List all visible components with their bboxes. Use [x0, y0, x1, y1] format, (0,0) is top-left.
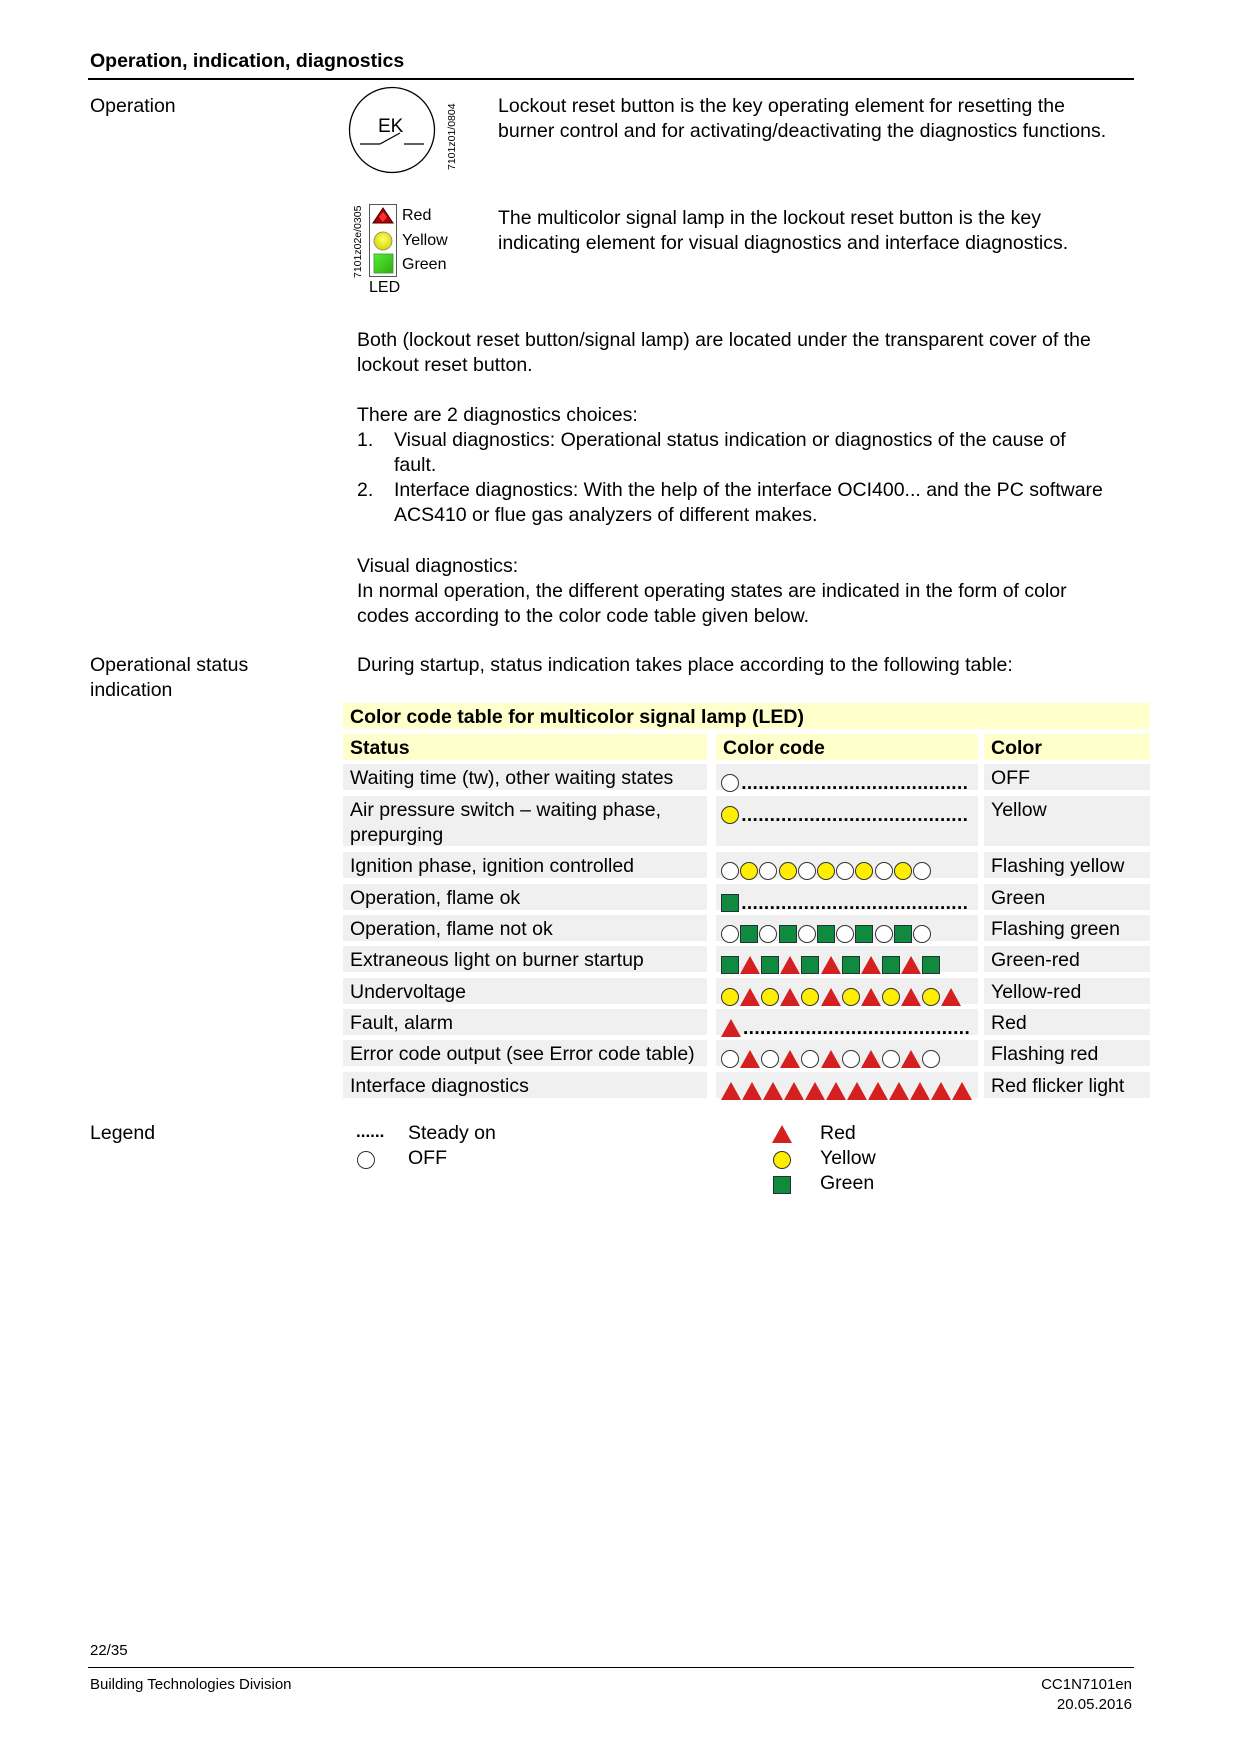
label-line: Operational status	[90, 654, 249, 676]
steady-dots: ........................................	[741, 773, 969, 794]
text-line: codes according to the color code table given below.	[357, 605, 810, 627]
list-intro: There are 2 diagnostics choices:	[357, 404, 638, 426]
green-square-icon	[721, 894, 739, 912]
color-code-cell	[716, 796, 978, 846]
off-circle-icon	[882, 1050, 900, 1068]
ek-label: EK	[378, 116, 404, 137]
color-code-cell	[716, 1040, 978, 1066]
off-circle-icon	[761, 1050, 779, 1068]
table-title: Color code table for multicolor signal lamp (LED)	[343, 703, 1150, 729]
green-square-icon	[801, 956, 819, 974]
red-triangle-icon	[861, 988, 881, 1006]
off-circle-icon	[721, 1050, 739, 1068]
header-rule	[88, 78, 1134, 80]
footer-rule	[88, 1667, 1134, 1668]
red-triangle-icon	[889, 1082, 909, 1100]
column-header-color: Color	[984, 734, 1150, 760]
red-triangle-icon	[910, 1082, 930, 1100]
status-text: Waiting time (tw), other waiting states	[350, 767, 674, 789]
off-circle-icon	[759, 925, 777, 943]
red-triangle-icon	[901, 1050, 921, 1068]
led-frame	[369, 204, 397, 277]
yellow-circle-icon	[922, 988, 940, 1006]
off-circle-icon	[842, 1050, 860, 1068]
color-cell: Green-red	[984, 946, 1150, 972]
color-code-cell	[716, 946, 978, 972]
off-circle-icon	[922, 1050, 940, 1068]
off-circle-icon	[798, 925, 816, 943]
green-square-icon	[855, 925, 873, 943]
color-cell: Flashing green	[984, 915, 1150, 941]
status-cell	[343, 1040, 707, 1066]
section-label-operation: Operation	[90, 95, 176, 117]
text-line: In normal operation, the different operating states are indicated in the form of color	[357, 580, 1067, 602]
legend-label: Green	[820, 1172, 875, 1194]
yellow-circle-icon	[740, 862, 758, 880]
color-code-sequence	[721, 948, 973, 974]
text-line: indicating element for visual diagnostics and interface diagnostics.	[498, 232, 1069, 254]
list-item	[357, 428, 1066, 478]
text-line: fault.	[394, 454, 437, 476]
yellow-circle-icon	[855, 862, 873, 880]
text-line: lockout reset button.	[357, 354, 533, 376]
off-circle-icon	[875, 862, 893, 880]
status-text: Operation, flame not ok	[350, 918, 553, 940]
red-triangle-icon	[821, 988, 841, 1006]
color-code-sequence	[721, 917, 973, 943]
led-label-red: Red	[402, 207, 432, 224]
status-text: Ignition phase, ignition controlled	[350, 855, 635, 877]
green-square-icon	[842, 956, 860, 974]
text-line: burner control and for activating/deactivating the diagnostics functions.	[498, 120, 1107, 142]
color-code-sequence	[721, 798, 973, 824]
color-code-sequence	[721, 1011, 973, 1037]
status-cell	[343, 764, 707, 790]
status-cell	[343, 915, 707, 941]
red-triangle-icon	[821, 1050, 841, 1068]
off-circle-icon	[721, 774, 739, 792]
red-triangle-icon	[861, 1050, 881, 1068]
color-cell: Yellow-red	[984, 978, 1150, 1004]
yellow-circle-icon	[842, 988, 860, 1006]
green-square-icon	[922, 956, 940, 974]
ek-button-figure	[348, 86, 436, 174]
color-cell: Red flicker light	[984, 1072, 1150, 1098]
text-line: Lockout reset button is the key operating element for resetting the	[498, 95, 1065, 117]
yellow-circle-icon	[721, 806, 739, 824]
yellow-circle-icon	[882, 988, 900, 1006]
color-code-cell	[716, 852, 978, 878]
footer-doc-id: CC1N7101en	[1041, 1676, 1132, 1693]
text-line: Visual diagnostics: Operational status indication or diagnostics of the cause of	[394, 429, 1066, 451]
paragraph-visual-diagnostics	[357, 554, 1067, 629]
color-code-cell	[716, 978, 978, 1004]
status-cell	[343, 978, 707, 1004]
led-label-green: Green	[402, 256, 447, 273]
led-lamps-icon	[370, 205, 396, 276]
color-cell: Flashing yellow	[984, 852, 1150, 878]
color-cell: Red	[984, 1009, 1150, 1035]
legend-label: Steady on	[408, 1122, 496, 1144]
green-square-icon	[779, 925, 797, 943]
text-line: Interface diagnostics: With the help of the interface OCI400... and the PC software	[394, 479, 1103, 501]
off-circle-icon	[836, 925, 854, 943]
paragraph-reset-button	[498, 94, 1106, 144]
figure-ref-led: 7101z02e/0305	[352, 205, 364, 278]
yellow-circle-icon	[779, 862, 797, 880]
red-triangle-icon	[780, 988, 800, 1006]
status-cell	[343, 884, 707, 910]
color-code-cell	[716, 915, 978, 941]
text-line: Visual diagnostics:	[357, 555, 519, 577]
red-triangle-icon	[847, 1082, 867, 1100]
off-circle-icon	[721, 925, 739, 943]
color-code-cell	[716, 1072, 978, 1098]
led-label-yellow: Yellow	[402, 231, 448, 249]
off-circle-icon	[798, 862, 816, 880]
list-item	[357, 478, 1103, 528]
led-legend	[402, 204, 448, 278]
status-text: Fault, alarm	[350, 1012, 453, 1034]
color-code-cell	[716, 1009, 978, 1039]
yellow-circle-icon	[894, 862, 912, 880]
red-triangle-icon	[740, 988, 760, 1006]
red-triangle-icon	[868, 1082, 888, 1100]
status-cell	[343, 796, 707, 846]
color-cell: Green	[984, 884, 1150, 910]
color-code-sequence	[721, 980, 973, 1006]
off-circle-icon	[801, 1050, 819, 1068]
green-square-icon	[773, 1176, 791, 1194]
status-text: Interface diagnostics	[350, 1075, 529, 1097]
status-text: Extraneous light on burner startup	[350, 949, 644, 971]
paragraph-startup: During startup, status indication takes place according to the following table:	[357, 654, 1013, 676]
red-triangle-icon	[901, 988, 921, 1006]
text-line: Both (lockout reset button/signal lamp) are located under the transparent cover of the	[357, 329, 1091, 351]
red-triangle-icon	[740, 1050, 760, 1068]
green-square-icon	[721, 956, 739, 974]
list-number: 2.	[357, 479, 374, 501]
page-heading: Operation, indication, diagnostics	[90, 50, 405, 72]
status-cell	[343, 852, 707, 878]
color-code-sequence	[721, 854, 973, 880]
steady-dots: ........................................	[743, 1018, 971, 1039]
off-circle-icon	[913, 925, 931, 943]
yellow-circle-icon	[721, 988, 739, 1006]
status-text: Error code output (see Error code table)	[350, 1043, 695, 1065]
red-triangle-icon	[821, 956, 841, 974]
color-cell: Flashing red	[984, 1040, 1150, 1066]
red-triangle-icon	[805, 1082, 825, 1100]
column-header-color-code: Color code	[716, 734, 978, 760]
red-triangle-icon	[826, 1082, 846, 1100]
red-triangle-icon	[780, 956, 800, 974]
column-header-status: Status	[343, 734, 707, 760]
page-number: 22/35	[90, 1642, 128, 1659]
green-square-icon	[882, 956, 900, 974]
off-circle-icon	[721, 862, 739, 880]
red-triangle-icon	[772, 1125, 792, 1143]
color-code-cell	[716, 764, 978, 794]
green-square-icon	[761, 956, 779, 974]
steady-dots-symbol: ......	[356, 1122, 385, 1141]
red-triangle-icon	[740, 956, 760, 974]
yellow-circle-icon	[773, 1151, 791, 1169]
color-code-sequence	[721, 886, 973, 912]
yellow-circle-icon	[817, 862, 835, 880]
figure-ref-ek: 7101z01/0804	[446, 103, 458, 170]
status-cell	[343, 1009, 707, 1035]
diagnostics-choices	[357, 403, 1103, 528]
list-number: 1.	[357, 429, 374, 451]
off-circle-icon	[357, 1151, 375, 1169]
green-square-icon	[817, 925, 835, 943]
status-cell	[343, 946, 707, 972]
section-label-operational-status	[90, 653, 248, 703]
red-triangle-icon	[784, 1082, 804, 1100]
yellow-circle-icon	[761, 988, 779, 1006]
legend-label: OFF	[408, 1147, 447, 1169]
color-code-cell	[716, 884, 978, 914]
status-text: Operation, flame ok	[350, 887, 521, 909]
color-code-sequence	[721, 1042, 973, 1068]
legend-label: Yellow	[820, 1147, 876, 1169]
red-triangle-icon	[861, 956, 881, 974]
legend-label: Red	[820, 1122, 856, 1144]
red-triangle-icon	[931, 1082, 951, 1100]
off-circle-icon	[913, 862, 931, 880]
off-circle-icon	[759, 862, 777, 880]
red-triangle-icon	[941, 988, 961, 1006]
green-square-icon	[894, 925, 912, 943]
green-square-icon	[740, 925, 758, 943]
status-text: prepurging	[350, 824, 444, 846]
footer-date: 20.05.2016	[1056, 1696, 1132, 1713]
label-line: indication	[90, 679, 173, 701]
paragraph-signal-lamp	[498, 206, 1068, 256]
off-circle-icon	[836, 862, 854, 880]
red-triangle-icon	[721, 1082, 741, 1100]
status-text: Air pressure switch – waiting phase,	[350, 799, 662, 821]
steady-dots: ........................................	[741, 893, 969, 914]
red-triangle-icon	[763, 1082, 783, 1100]
red-triangle-icon	[780, 1050, 800, 1068]
text-line: The multicolor signal lamp in the lockout reset button is the key	[498, 207, 1042, 229]
color-code-sequence	[721, 1074, 973, 1100]
section-label-legend: Legend	[90, 1122, 156, 1144]
status-cell	[343, 1072, 707, 1098]
text-line: ACS410 or flue gas analyzers of different makes.	[394, 504, 818, 526]
footer-division: Building Technologies Division	[90, 1676, 292, 1693]
yellow-circle-icon	[801, 988, 819, 1006]
color-cell: OFF	[984, 764, 1150, 790]
red-triangle-icon	[901, 956, 921, 974]
off-circle-icon	[875, 925, 893, 943]
red-triangle-icon	[952, 1082, 972, 1100]
color-code-sequence	[721, 766, 973, 792]
led-caption: LED	[369, 279, 401, 296]
status-text: Undervoltage	[350, 981, 466, 1003]
steady-dots: ........................................	[741, 805, 969, 826]
red-triangle-icon	[742, 1082, 762, 1100]
paragraph-location	[357, 328, 1091, 378]
red-triangle-icon	[721, 1019, 741, 1037]
color-cell: Yellow	[984, 796, 1150, 846]
